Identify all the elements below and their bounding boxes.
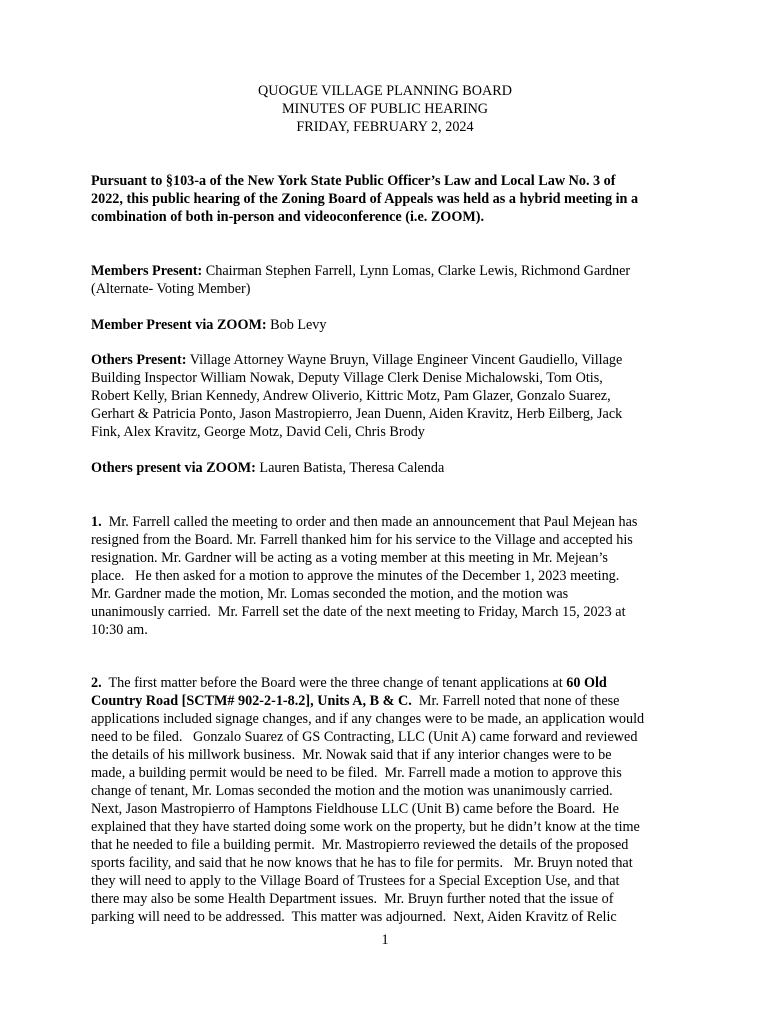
- item-2-text: Mr. Farrell noted that none of these: [411, 693, 620, 709]
- others-present-line: Gerhart & Patricia Ponto, Jason Mastropierro, Jean Duenn, Aiden Kravitz, Herb Eilberg, Jack: [91, 406, 623, 422]
- pursuant-line: combination of both in-person and videoconference (i.e. ZOOM).: [91, 209, 485, 225]
- header-subtitle: MINUTES OF PUBLIC HEARING: [281, 101, 489, 117]
- pursuant-paragraph: [91, 172, 691, 226]
- pursuant-line: 2022, this public hearing of the Zoning Board of Appeals was held as a hybrid meeting in a: [91, 191, 639, 207]
- item-2-line: the details of his millwork business. Mr. Nowak said that if any interior changes were to be: [91, 747, 612, 763]
- others-zoom-label: Others present via ZOOM:: [91, 460, 256, 476]
- item-2-paragraph: [91, 674, 691, 926]
- item-2-line: there may also be some Health Department issues. Mr. Bruyn further noted that the issue of: [91, 891, 614, 907]
- pursuant-line: Pursuant to §103-a of the New York State Public Officer’s Law and Local Law No. 3 of: [91, 173, 616, 189]
- item-2-line: that he needed to file a building permit. Mr. Mastropierro reviewed the details of the proposed: [91, 837, 629, 853]
- item-1-text: Mr. Farrell called the meeting to order and then made an announcement that Paul Mejean has: [101, 514, 638, 530]
- members-present-paragraph: [91, 262, 691, 298]
- item-2-address: 60 Old: [566, 675, 607, 691]
- members-present-label: Members Present:: [91, 263, 203, 279]
- document-header: [0, 82, 770, 136]
- item-2-line: Next, Jason Mastropierro of Hamptons Fieldhouse LLC (Unit B) came before the Board. He: [91, 801, 619, 817]
- item-2-line: made, a building permit would be need to be filed. Mr. Farrell made a motion to approve this: [91, 765, 622, 781]
- item-1-line: unanimously carried. Mr. Farrell set the date of the next meeting to Friday, March 15, 2023 at: [91, 604, 626, 620]
- item-1-line: place. He then asked for a motion to approve the minutes of the December 1, 2023 meeting.: [91, 568, 620, 584]
- item-2-text: The first matter before the Board were the three change of tenant applications at: [101, 675, 567, 691]
- header-date: FRIDAY, FEBRUARY 2, 2024: [296, 119, 474, 135]
- item-2-address: Country Road [SCTM# 902-2-1-8.2], Units A, B & C.: [91, 693, 412, 709]
- others-present-line: Building Inspector William Nowak, Deputy Village Clerk Denise Michalowski, Tom Otis,: [91, 370, 603, 386]
- item-2-line: they will need to apply to the Village Board of Trustees for a Special Exception Use, and that: [91, 873, 620, 889]
- others-zoom-paragraph: [91, 459, 691, 477]
- others-present-line: Robert Kelly, Brian Kennedy, Andrew Oliverio, Kittric Motz, Pam Glazer, Gonzalo Suarez,: [91, 388, 611, 404]
- item-1-line: resignation. Mr. Gardner will be acting as a voting member at this meeting in Mr. Mejean’s: [91, 550, 608, 566]
- members-present-line: [91, 262, 691, 280]
- item-1-paragraph: [91, 513, 691, 639]
- item-2-line: change of tenant, Mr. Lomas seconded the motion and the motion was unanimously carried.: [91, 783, 613, 799]
- members-present-names: Chairman Stephen Farrell, Lynn Lomas, Clarke Lewis, Richmond Gardner: [202, 263, 631, 279]
- item-2-line: sports facility, and said that he now knows that he has to file for permits. Mr. Bruyn noted that: [91, 855, 633, 871]
- item-2-line: parking will need to be addressed. This matter was adjourned. Next, Aiden Kravitz of Relic: [91, 909, 617, 925]
- others-zoom-names: Lauren Batista, Theresa Calenda: [255, 460, 445, 476]
- item-1-line: Mr. Gardner made the motion, Mr. Lomas seconded the motion, and the motion was: [91, 586, 569, 602]
- item-1-number: 1.: [91, 514, 102, 530]
- member-zoom-names: Bob Levy: [266, 317, 327, 333]
- item-1-line: 10:30 am.: [91, 622, 148, 638]
- item-2-number: 2.: [91, 675, 102, 691]
- header-title: QUOGUE VILLAGE PLANNING BOARD: [258, 83, 512, 99]
- others-present-paragraph: [91, 351, 691, 441]
- item-2-line: need to be filed. Gonzalo Suarez of GS Contracting, LLC (Unit A) came forward and reviewed: [91, 729, 638, 745]
- others-present-names: Village Attorney Wayne Bruyn, Village Engineer Vincent Gaudiello, Village: [186, 352, 623, 368]
- item-2-line: explained that they have started doing some work on the property, but he didn’t know at the time: [91, 819, 640, 835]
- members-present-line: (Alternate- Voting Member): [91, 281, 251, 297]
- item-2-line: applications included signage changes, and if any changes were to be made, an application would: [91, 711, 645, 727]
- member-zoom-paragraph: [91, 316, 691, 334]
- member-zoom-label: Member Present via ZOOM:: [91, 317, 267, 333]
- page-number: 1: [381, 932, 389, 948]
- item-1-line: resigned from the Board. Mr. Farrell thanked him for his service to the Village and accepted his: [91, 532, 633, 548]
- others-present-label: Others Present:: [91, 352, 187, 368]
- others-present-line: Fink, Alex Kravitz, George Motz, David Celi, Chris Brody: [91, 424, 425, 440]
